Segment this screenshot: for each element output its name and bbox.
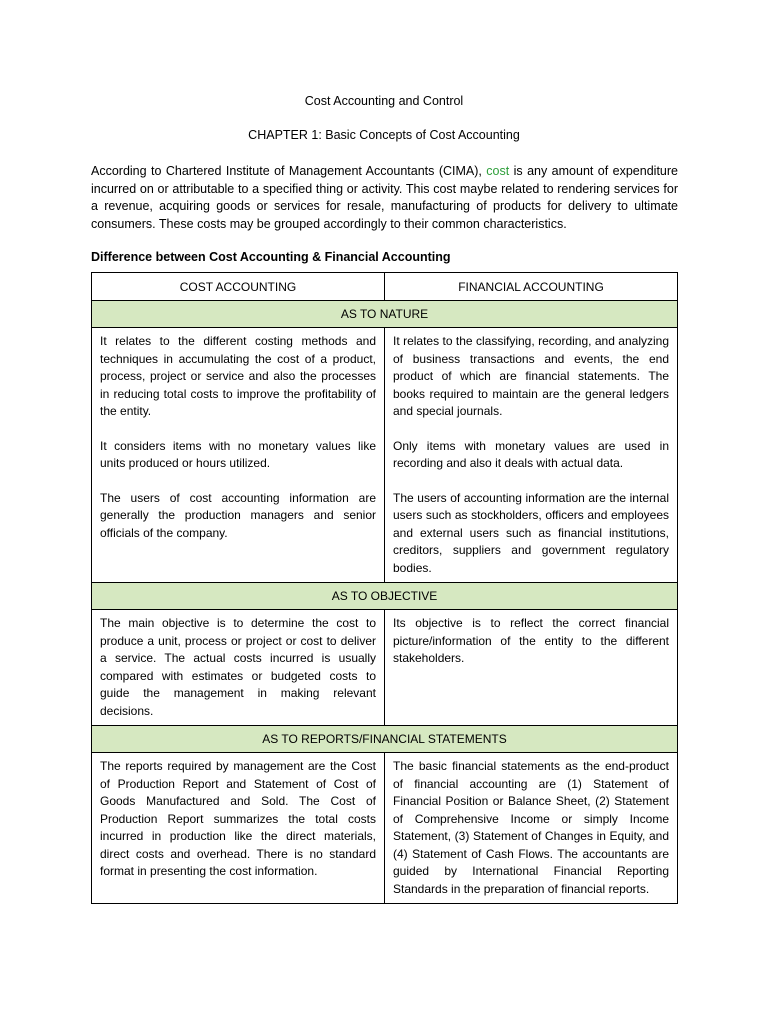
cost-cell <box>92 328 385 583</box>
intro-highlight-cost: cost <box>486 164 510 178</box>
financial-cell <box>385 328 678 583</box>
table-row <box>92 753 678 904</box>
financial-cell <box>385 610 678 726</box>
difference-heading: Difference between Cost Accounting & Financial Accounting <box>91 250 451 264</box>
section-row-nature <box>92 301 678 328</box>
cost-cell <box>92 610 385 726</box>
comparison-table <box>91 272 678 904</box>
financial-cell <box>385 753 678 904</box>
cost-paragraph: The main objective is to determine the cost to produce a unit, process or project or cost to deliver a service. The actual costs incurred is usually compared with estimates or budgeted costs to guide the management in making relevant decisions. <box>100 616 376 718</box>
financial-paragraph: The users of accounting information are the internal users such as stockholders, officers and employees and external users such as financial institutions, creditors, suppliers and government regulatory bodies. <box>393 490 669 575</box>
cost-paragraph: It considers items with no monetary values like units produced or hours utilized. <box>100 438 376 470</box>
cost-paragraph: It relates to the different costing methods and techniques in accumulating the cost of a product, process, project or service and also the processes in reducing total costs to improve the profitability of the entity. <box>100 334 376 418</box>
financial-paragraph: The basic financial statements as the end-product of financial accounting are (1) Statement of Financial Position or Balance Sheet, (2) Statement of Comprehensive Income or simply Income Statement, (3) Statement of Changes in Equity, and (4) Statement of Cash Flows. The accountants are guided by International Financial Reporting Standards in the preparation of financial reports. <box>393 759 669 896</box>
table-row <box>92 328 678 583</box>
section-row-objective <box>92 583 678 610</box>
financial-paragraph: It relates to the classifying, recording, and analyzing of business transactions and events, the end product of which are financial statements. The books required to maintain are the general ledgers and special journals. <box>393 334 669 418</box>
table-header-row <box>92 273 678 301</box>
section-title: AS TO OBJECTIVE <box>92 583 678 610</box>
cost-cell <box>92 753 385 904</box>
table-row <box>92 610 678 726</box>
section-row-reports <box>92 726 678 753</box>
header-cost-accounting: COST ACCOUNTING <box>92 273 385 301</box>
section-title: AS TO REPORTS/FINANCIAL STATEMENTS <box>92 726 678 753</box>
chapter-heading: CHAPTER 1: Basic Concepts of Cost Accounting <box>248 128 520 142</box>
intro-text-after: is any amount of expenditure incurred on or attributable to a specified thing or activity. This cost maybe related to rendering services for a revenue, acquiring goods or services for resale, manufacturing of products for delivery to ultimate consumers. These costs may be grouped accordingly to their common characteristics. <box>91 164 678 231</box>
section-title: AS TO NATURE <box>92 301 678 328</box>
financial-paragraph: Only items with monetary values are used in recording and also it deals with actual data. <box>393 438 669 470</box>
intro-paragraph <box>91 163 678 233</box>
intro-text-before: According to Chartered Institute of Management Accountants (CIMA), <box>91 164 487 178</box>
financial-paragraph: Its objective is to reflect the correct financial picture/information of the entity to the different stakeholders. <box>393 616 669 665</box>
document-title: Cost Accounting and Control <box>304 94 464 108</box>
cost-paragraph: The reports required by management are the Cost of Production Report and Statement of Cost of Goods Manufactured and Sold. The Cost of Production Report summarizes the total costs incurred in production like the direct materials, direct costs and overhead. There is no standard format in presenting the cost information. <box>100 759 376 878</box>
header-financial-accounting: FINANCIAL ACCOUNTING <box>385 273 678 301</box>
cost-paragraph: The users of cost accounting information are generally the production managers and senior officials of the company. <box>100 490 376 540</box>
